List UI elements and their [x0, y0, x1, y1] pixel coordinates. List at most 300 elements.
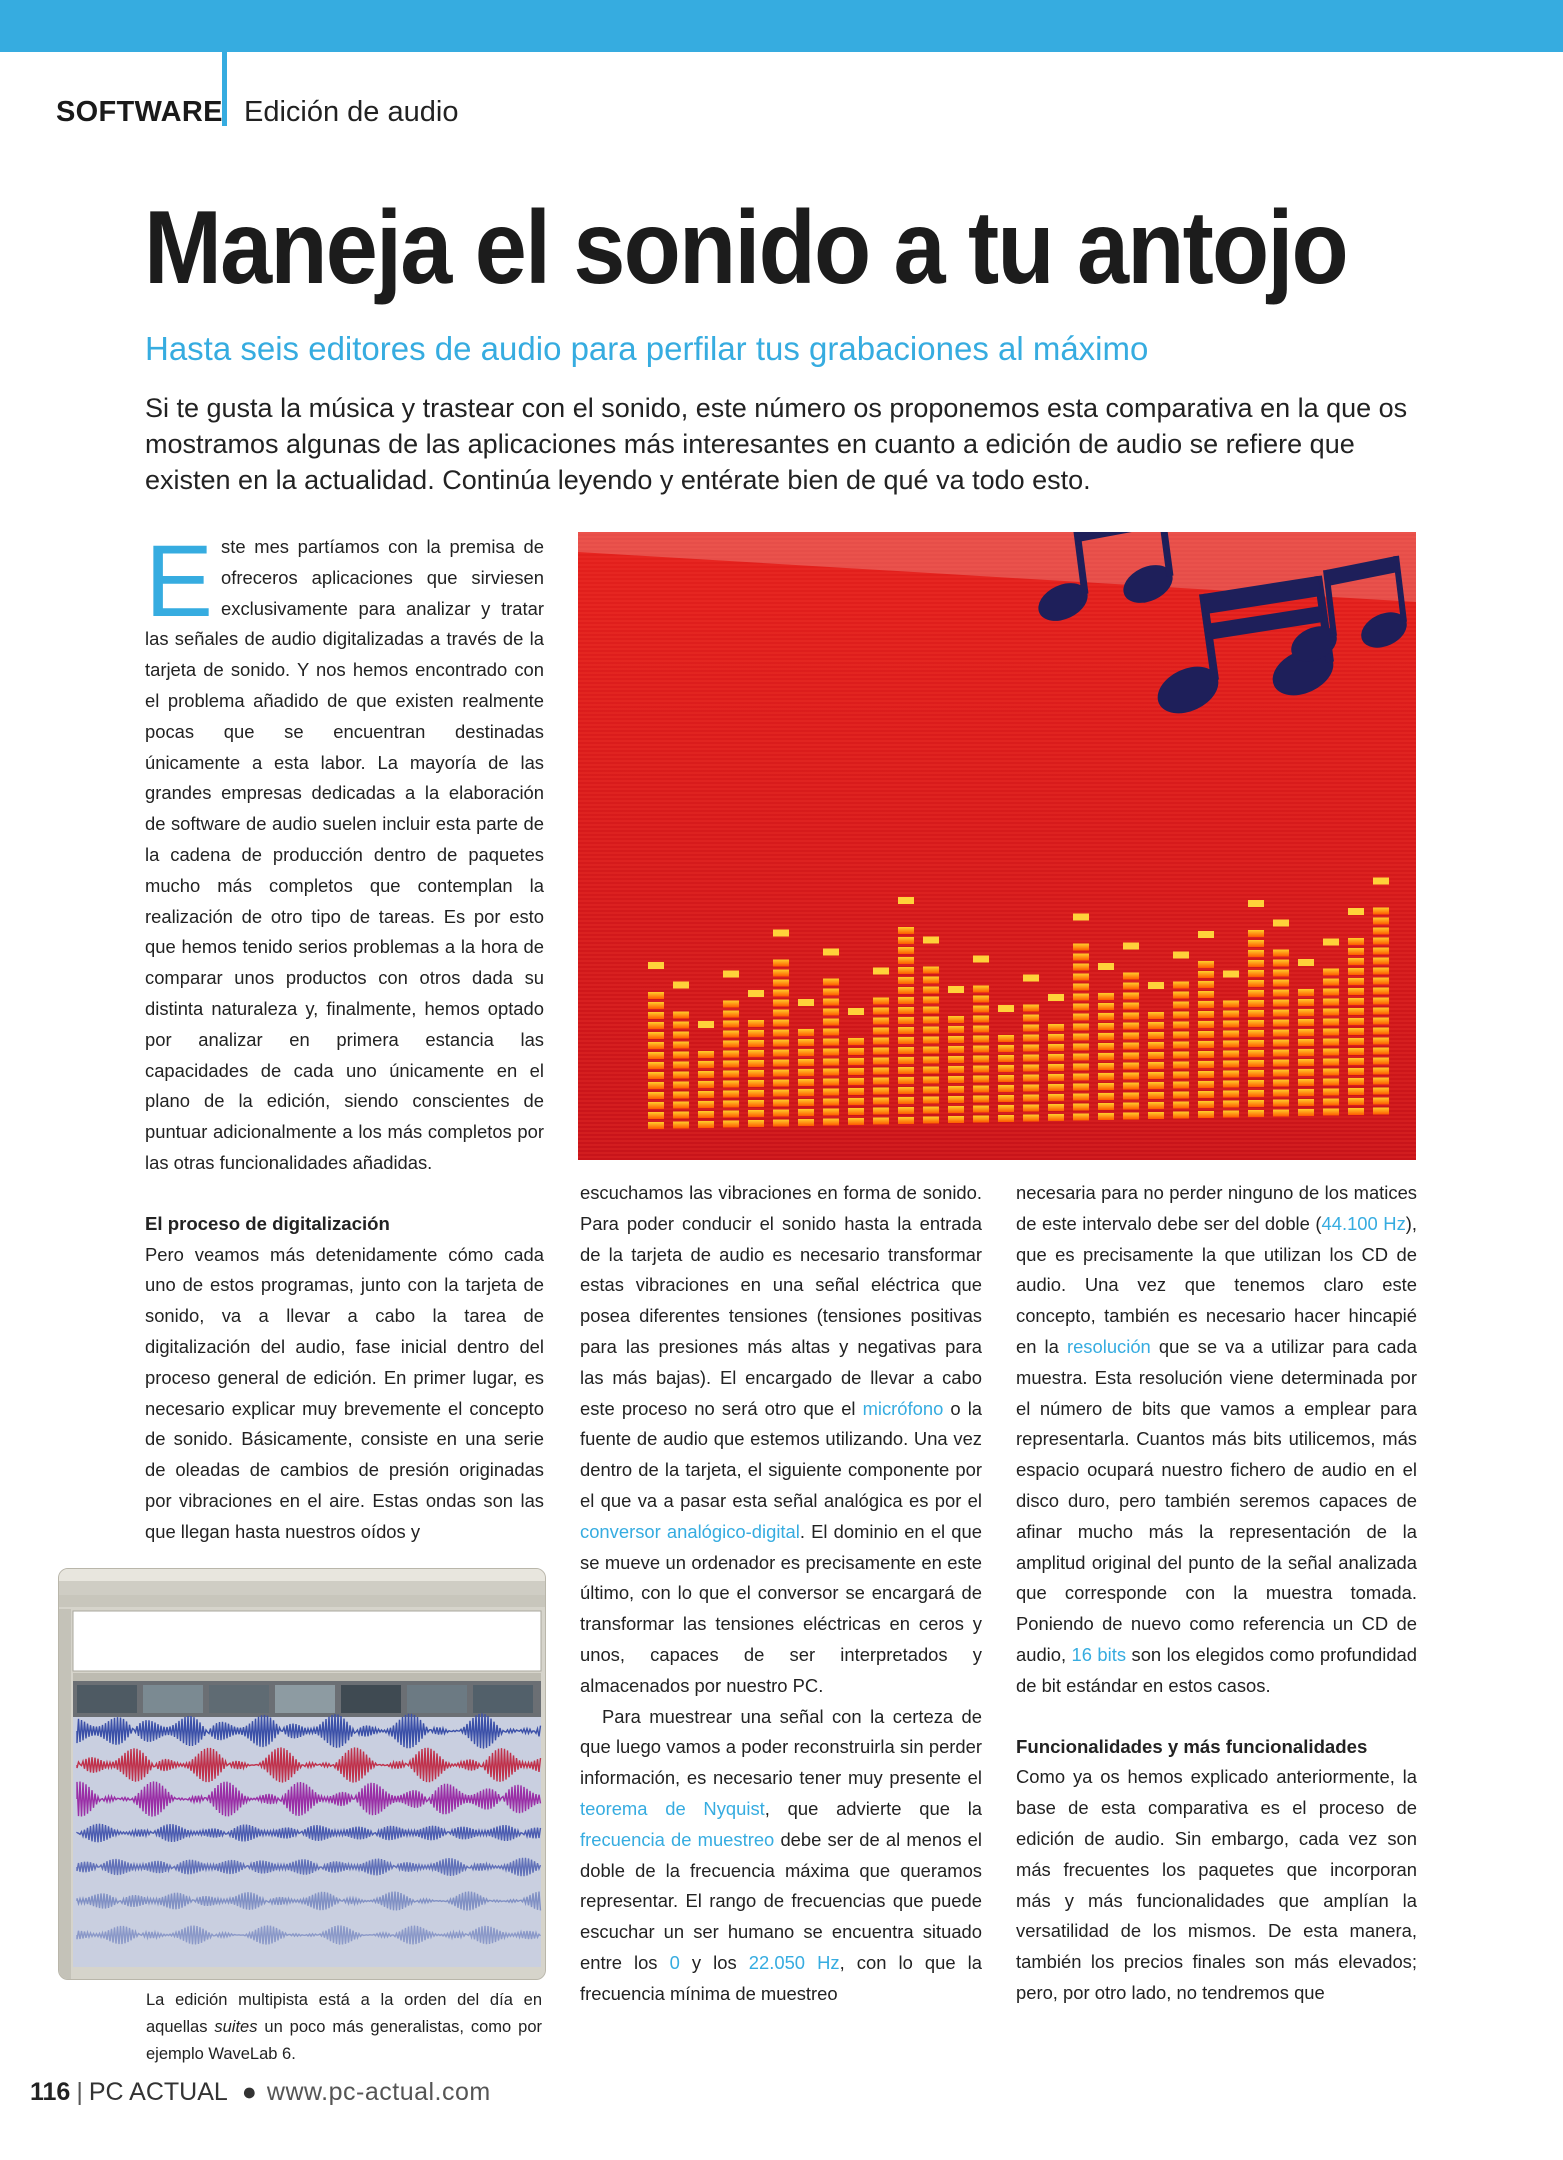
equalizer-segment	[1373, 1098, 1389, 1105]
equalizer-segment	[748, 1090, 764, 1097]
equalizer-segment	[998, 1045, 1014, 1052]
equalizer-segment	[1073, 1064, 1089, 1071]
equalizer-segment	[1323, 1019, 1339, 1026]
equalizer-segment	[1248, 1030, 1264, 1037]
equalizer-segment	[673, 1072, 689, 1079]
equalizer-segment	[1098, 1003, 1114, 1010]
equalizer-segment	[1273, 1080, 1289, 1087]
equalizer-segment	[1323, 979, 1339, 986]
equalizer-segment	[1123, 1113, 1139, 1120]
equalizer-segment	[1198, 1111, 1214, 1118]
equalizer-segment	[998, 1115, 1014, 1122]
equalizer-segment	[973, 1046, 989, 1053]
wavelab-graphic	[59, 1569, 545, 1979]
equalizer-segment	[1198, 1001, 1214, 1008]
equalizer-segment	[1248, 970, 1264, 977]
equalizer-segment	[923, 967, 939, 974]
equalizer-segment	[1148, 1062, 1164, 1069]
equalizer-segment	[973, 1006, 989, 1013]
equalizer-segment	[1073, 1054, 1089, 1061]
equalizer-segment	[823, 1059, 839, 1066]
equalizer-segment	[1373, 1088, 1389, 1095]
equalizer-segment	[673, 1082, 689, 1089]
equalizer-segment	[1273, 1040, 1289, 1047]
equalizer-segment	[748, 1050, 764, 1057]
equalizer-graphic	[578, 532, 1416, 1160]
equalizer-segment	[873, 1118, 889, 1125]
link-resolucion[interactable]: resolución	[1066, 1335, 1151, 1357]
equalizer-peak	[1273, 920, 1289, 927]
equalizer-segment	[973, 1016, 989, 1023]
equalizer-segment	[1273, 1060, 1289, 1067]
section-heading-digitalizacion: El proceso de digitalización	[145, 1212, 390, 1234]
equalizer-segment	[1323, 1109, 1339, 1116]
equalizer-segment	[723, 1071, 739, 1078]
equalizer-segment	[973, 1086, 989, 1093]
equalizer-segment	[873, 1058, 889, 1065]
equalizer-segment	[1248, 1020, 1264, 1027]
equalizer-peak	[823, 949, 839, 956]
equalizer-segment	[1173, 1052, 1189, 1059]
equalizer-segment	[1373, 988, 1389, 995]
equalizer-segment	[1323, 1059, 1339, 1066]
equalizer-segment	[948, 1046, 964, 1053]
equalizer-segment	[1123, 1093, 1139, 1100]
equalizer-segment	[1273, 1050, 1289, 1057]
equalizer-segment	[748, 1110, 764, 1117]
equalizer-segment	[998, 1035, 1014, 1042]
equalizer-segment	[948, 1066, 964, 1073]
equalizer-segment	[698, 1101, 714, 1108]
equalizer-segment	[1148, 1112, 1164, 1119]
equalizer-segment	[973, 1076, 989, 1083]
equalizer-segment	[673, 1092, 689, 1099]
equalizer-segment	[1248, 1080, 1264, 1087]
link-0[interactable]: 0	[669, 1951, 680, 1973]
equalizer-segment	[1173, 1012, 1189, 1019]
equalizer-segment	[1123, 1033, 1139, 1040]
equalizer-segment	[1023, 1005, 1039, 1012]
equalizer-peak	[1173, 952, 1189, 959]
equalizer-segment	[798, 1079, 814, 1086]
equalizer-segment	[848, 1058, 864, 1065]
equalizer-segment	[1098, 1023, 1114, 1030]
equalizer-segment	[1273, 1030, 1289, 1037]
equalizer-segment	[723, 1081, 739, 1088]
equalizer-segment	[873, 1108, 889, 1115]
equalizer-segment	[1123, 1043, 1139, 1050]
equalizer-segment	[1248, 980, 1264, 987]
equalizer-peak	[1223, 971, 1239, 978]
equalizer-segment	[723, 1011, 739, 1018]
equalizer-segment	[1198, 991, 1214, 998]
equalizer-segment	[748, 1120, 764, 1127]
video-frame	[341, 1685, 401, 1713]
equalizer-segment	[1148, 1052, 1164, 1059]
equalizer-segment	[648, 1082, 664, 1089]
equalizer-segment	[1248, 1000, 1264, 1007]
link-microfono[interactable]: micrófono	[862, 1397, 944, 1419]
equalizer-segment	[1123, 1083, 1139, 1090]
equalizer-segment	[1323, 1039, 1339, 1046]
equalizer-peak	[1248, 900, 1264, 907]
page-number: 116	[30, 2078, 71, 2106]
equalizer-segment	[898, 997, 914, 1004]
equalizer-segment	[1073, 954, 1089, 961]
equalizer-segment	[773, 1060, 789, 1067]
equalizer-segment	[898, 987, 914, 994]
equalizer-segment	[1098, 993, 1114, 1000]
equalizer-segment	[898, 1047, 914, 1054]
equalizer-segment	[1073, 1044, 1089, 1051]
equalizer-segment	[823, 1099, 839, 1106]
equalizer-segment	[1223, 1061, 1239, 1068]
equalizer-segment	[1348, 1078, 1364, 1085]
video-track	[77, 1685, 533, 1713]
link-16bits[interactable]: 16 bits	[1071, 1643, 1127, 1665]
equalizer-segment	[1248, 1050, 1264, 1057]
equalizer-segment	[923, 987, 939, 994]
equalizer-segment	[823, 979, 839, 986]
equalizer-segment	[798, 1049, 814, 1056]
equalizer-segment	[898, 957, 914, 964]
equalizer-segment	[1323, 1099, 1339, 1106]
equalizer-segment	[1098, 1053, 1114, 1060]
equalizer-segment	[1323, 999, 1339, 1006]
equalizer-segment	[748, 1100, 764, 1107]
equalizer-segment	[948, 1026, 964, 1033]
equalizer-segment	[1323, 1049, 1339, 1056]
link-22050hz[interactable]: 22.050 Hz	[748, 1951, 840, 1973]
equalizer-segment	[1298, 1079, 1314, 1086]
col3-paragraph-1: necesaria para no perder ninguno de los matices de este intervalo debe ser del doble (44.100 Hz), que es precisamente la que utilizan los CD de audio. Una vez que tenemos claro este concepto, también es necesario hacer hincapié en la resolución que se va a utilizar para cada muestra. Esta resolución viene determinada por el número de bits que vamos a emplear para representarla. Cuantos más bits utilicemos, más espacio ocupará nuestro fichero de audio en el disco duro, pero también seremos capaces de afinar mucho más la representación de la amplitud original del punto de la señal analizada que corresponde con la muestra tomada. Poniendo de nuevo como referencia un CD de audio, 16 bits son los elegidos como profundidad de bit estándar en estos casos.	[1016, 1182, 1417, 1696]
equalizer-segment	[873, 1018, 889, 1025]
equalizer-segment	[698, 1091, 714, 1098]
equalizer-segment	[898, 1027, 914, 1034]
equalizer-peak	[798, 999, 814, 1006]
equalizer-segment	[923, 1027, 939, 1034]
equalizer-segment	[1023, 1075, 1039, 1082]
equalizer-segment	[1048, 1064, 1064, 1071]
video-frame	[473, 1685, 533, 1713]
equalizer-segment	[998, 1055, 1014, 1062]
equalizer-peak	[848, 1008, 864, 1015]
equalizer-segment	[1073, 1034, 1089, 1041]
equalizer-segment	[1073, 944, 1089, 951]
equalizer-segment	[848, 1038, 864, 1045]
equalizer-segment	[1248, 960, 1264, 967]
equalizer-segment	[923, 1007, 939, 1014]
equalizer-segment	[648, 1012, 664, 1019]
equalizer-segment	[1373, 998, 1389, 1005]
equalizer-segment	[1348, 988, 1364, 995]
equalizer-segment	[1373, 1108, 1389, 1115]
equalizer-segment	[1223, 1021, 1239, 1028]
equalizer-segment	[1173, 1112, 1189, 1119]
equalizer-segment	[1073, 1094, 1089, 1101]
equalizer-segment	[1223, 1081, 1239, 1088]
equalizer-segment	[823, 1109, 839, 1116]
equalizer-segment	[648, 1062, 664, 1069]
equalizer-segment	[923, 1037, 939, 1044]
equalizer-segment	[1373, 1048, 1389, 1055]
equalizer-segment	[1323, 969, 1339, 976]
equalizer-segment	[1023, 1025, 1039, 1032]
equalizer-segment	[1048, 1084, 1064, 1091]
equalizer-segment	[1298, 1009, 1314, 1016]
equalizer-segment	[1373, 1028, 1389, 1035]
equalizer-segment	[1198, 1081, 1214, 1088]
magazine-name: PC ACTUAL	[88, 2078, 228, 2106]
equalizer-segment	[898, 967, 914, 974]
equalizer-segment	[1173, 992, 1189, 999]
equalizer-segment	[1273, 960, 1289, 967]
equalizer-segment	[898, 937, 914, 944]
equalizer-segment	[848, 1108, 864, 1115]
equalizer-segment	[773, 970, 789, 977]
equalizer-segment	[1298, 1049, 1314, 1056]
equalizer-segment	[1073, 974, 1089, 981]
video-frame	[275, 1685, 335, 1713]
equalizer-segment	[1373, 978, 1389, 985]
equalizer-segment	[823, 1049, 839, 1056]
equalizer-segment	[1198, 961, 1214, 968]
equalizer-segment	[1048, 1024, 1064, 1031]
equalizer-segment	[773, 1020, 789, 1027]
equalizer-segment	[823, 989, 839, 996]
drop-cap: E	[145, 524, 214, 638]
equalizer-segment	[773, 1040, 789, 1047]
equalizer-segment	[1098, 1083, 1114, 1090]
equalizer-segment	[648, 1002, 664, 1009]
col3-paragraph-2: Como ya os hemos explicado anteriormente, la base de esta comparativa es el proceso de edición de audio. Sin embargo, cada vez son más frecuentes los paquetes que incorporan más y más funcionalidades que amplían la versatilidad de los mismos. De esta manera, también los precios finales son más elevados; pero, por otro lado, no tendremos que	[1016, 1766, 1417, 2003]
equalizer-segment	[798, 1109, 814, 1116]
equalizer-segment	[923, 1057, 939, 1064]
equalizer-segment	[1323, 1089, 1339, 1096]
video-frame	[143, 1685, 203, 1713]
bullet-icon: ●	[241, 2078, 257, 2106]
equalizer-segment	[798, 1029, 814, 1036]
equalizer-segment	[1248, 1110, 1264, 1117]
equalizer-segment	[1048, 1044, 1064, 1051]
equalizer-segment	[1248, 1090, 1264, 1097]
equalizer-peak	[1198, 931, 1214, 938]
equalizer-segment	[723, 1051, 739, 1058]
equalizer-segment	[1073, 1114, 1089, 1121]
section-label: SOFTWARE	[56, 96, 223, 128]
equalizer-segment	[1198, 971, 1214, 978]
equalizer-segment	[1073, 964, 1089, 971]
equalizer-segment	[873, 1098, 889, 1105]
equalizer-segment	[1273, 980, 1289, 987]
link-conversor[interactable]: conversor analógico-digital	[580, 1520, 800, 1542]
equalizer-segment	[673, 1102, 689, 1109]
equalizer-segment	[823, 1039, 839, 1046]
equalizer-segment	[773, 1050, 789, 1057]
equalizer-segment	[923, 1047, 939, 1054]
equalizer-segment	[1023, 1055, 1039, 1062]
equalizer-segment	[1073, 1074, 1089, 1081]
equalizer-peak	[873, 968, 889, 975]
equalizer-segment	[673, 1022, 689, 1029]
equalizer-segment	[773, 1100, 789, 1107]
equalizer-peak	[748, 990, 764, 997]
equalizer-segment	[1273, 970, 1289, 977]
equalizer-peak	[723, 971, 739, 978]
equalizer-segment	[898, 1037, 914, 1044]
equalizer-segment	[923, 1107, 939, 1114]
equalizer-segment	[898, 927, 914, 934]
equalizer-peak	[898, 897, 914, 904]
equalizer-segment	[773, 1030, 789, 1037]
equalizer-segment	[1298, 1099, 1314, 1106]
equalizer-segment	[848, 1088, 864, 1095]
equalizer-segment	[698, 1081, 714, 1088]
equalizer-segment	[1373, 1018, 1389, 1025]
equalizer-segment	[1348, 1018, 1364, 1025]
equalizer-segment	[1023, 1035, 1039, 1042]
equalizer-segment	[673, 1012, 689, 1019]
equalizer-segment	[648, 1052, 664, 1059]
equalizer-peak	[923, 937, 939, 944]
equalizer-segment	[873, 1048, 889, 1055]
equalizer-segment	[723, 1061, 739, 1068]
equalizer-segment	[773, 1120, 789, 1127]
equalizer-segment	[923, 1067, 939, 1074]
equalizer-segment	[773, 1090, 789, 1097]
equalizer-segment	[923, 1097, 939, 1104]
equalizer-segment	[823, 999, 839, 1006]
equalizer-segment	[1323, 1009, 1339, 1016]
equalizer-segment	[773, 1070, 789, 1077]
equalizer-segment	[898, 977, 914, 984]
equalizer-segment	[1148, 1012, 1164, 1019]
equalizer-segment	[1298, 1019, 1314, 1026]
equalizer-segment	[1048, 1054, 1064, 1061]
equalizer-illustration	[578, 532, 1416, 1160]
equalizer-segment	[673, 1052, 689, 1059]
equalizer-segment	[798, 1089, 814, 1096]
equalizer-segment	[1348, 968, 1364, 975]
equalizer-segment	[798, 1099, 814, 1106]
equalizer-segment	[873, 1028, 889, 1035]
equalizer-segment	[1023, 1105, 1039, 1112]
equalizer-segment	[973, 1096, 989, 1103]
equalizer-segment	[1173, 1022, 1189, 1029]
equalizer-segment	[948, 1096, 964, 1103]
equalizer-segment	[923, 1017, 939, 1024]
equalizer-segment	[1073, 1024, 1089, 1031]
equalizer-segment	[648, 1102, 664, 1109]
equalizer-peak	[1148, 982, 1164, 989]
equalizer-segment	[1098, 1013, 1114, 1020]
equalizer-segment	[648, 1042, 664, 1049]
equalizer-segment	[973, 1116, 989, 1123]
equalizer-segment	[1348, 1088, 1364, 1095]
equalizer-peak	[973, 956, 989, 963]
equalizer-segment	[723, 1021, 739, 1028]
equalizer-segment	[698, 1111, 714, 1118]
equalizer-segment	[1073, 1104, 1089, 1111]
equalizer-segment	[898, 1007, 914, 1014]
equalizer-segment	[898, 1067, 914, 1074]
equalizer-segment	[1298, 1039, 1314, 1046]
equalizer-segment	[1123, 1063, 1139, 1070]
page-footer: 116 | PC ACTUAL ● www.pc-actual.com	[30, 2078, 491, 2106]
col2-paragraph-2: Para muestrear una señal con la certeza de que luego vamos a poder reconstruirla sin perder información, es necesario tener muy presente el teorema de Nyquist, que advierte que la frecuencia de muestreo debe ser de al menos el doble de la frecuencia máxima que queramos representar. El rango de frecuencias que puede escuchar un ser humano se encuentra situado entre los 0 y los 22.050 Hz, con lo que la frecuencia mínima de muestreo	[580, 1705, 983, 2004]
equalizer-segment	[998, 1105, 1014, 1112]
equalizer-segment	[1348, 1048, 1364, 1055]
equalizer-segment	[973, 986, 989, 993]
equalizer-segment	[1373, 968, 1389, 975]
equalizer-segment	[1023, 1115, 1039, 1122]
equalizer-peak	[1123, 943, 1139, 950]
equalizer-segment	[1273, 1090, 1289, 1097]
equalizer-segment	[1273, 990, 1289, 997]
equalizer-segment	[823, 1009, 839, 1016]
equalizer-segment	[823, 1079, 839, 1086]
equalizer-peak	[1323, 939, 1339, 946]
equalizer-segment	[1348, 1058, 1364, 1065]
wavelab-screenshot	[58, 1568, 546, 1980]
video-frame	[77, 1685, 137, 1713]
equalizer-segment	[1348, 1028, 1364, 1035]
equalizer-segment	[773, 960, 789, 967]
equalizer-segment	[648, 992, 664, 999]
equalizer-segment	[1048, 1104, 1064, 1111]
equalizer-segment	[698, 1051, 714, 1058]
equalizer-segment	[1348, 1068, 1364, 1075]
equalizer-segment	[1123, 1003, 1139, 1010]
equalizer-segment	[1373, 938, 1389, 945]
article-lead: Si te gusta la música y trastear con el sonido, este número os proponemos esta comparativa en la que os mostramos algunas de las aplicaciones más interesantes en cuanto a edición de audio se refiere que existen en la actualidad. Continúa leyendo y entérate bien de qué va todo esto.	[145, 393, 1408, 495]
equalizer-segment	[1298, 1059, 1314, 1066]
equalizer-segment	[1073, 1084, 1089, 1091]
equalizer-segment	[973, 1026, 989, 1033]
video-frame	[209, 1685, 269, 1713]
equalizer-segment	[1323, 989, 1339, 996]
equalizer-segment	[873, 998, 889, 1005]
link-nyquist[interactable]: teorema de Nyquist	[580, 1797, 765, 1819]
equalizer-segment	[873, 1078, 889, 1085]
equalizer-segment	[1373, 1078, 1389, 1085]
top-color-bar	[0, 0, 1563, 52]
equalizer-segment	[898, 1097, 914, 1104]
equalizer-segment	[1373, 958, 1389, 965]
equalizer-segment	[1173, 1032, 1189, 1039]
footer-url[interactable]: www.pc-actual.com	[266, 2078, 491, 2106]
equalizer-segment	[1248, 930, 1264, 937]
equalizer-segment	[798, 1039, 814, 1046]
equalizer-segment	[1098, 1103, 1114, 1110]
equalizer-segment	[723, 1031, 739, 1038]
link-frecuencia-muestreo[interactable]: frecuencia de muestreo	[580, 1828, 775, 1850]
link-44100hz[interactable]: 44.100 Hz	[1321, 1212, 1406, 1234]
equalizer-segment	[948, 1016, 964, 1023]
equalizer-segment	[1148, 1032, 1164, 1039]
equalizer-segment	[973, 1066, 989, 1073]
equalizer-segment	[973, 1106, 989, 1113]
equalizer-segment	[1123, 1013, 1139, 1020]
equalizer-segment	[923, 1077, 939, 1084]
equalizer-segment	[748, 1040, 764, 1047]
equalizer-segment	[1273, 1010, 1289, 1017]
equalizer-segment	[1373, 918, 1389, 925]
equalizer-segment	[1198, 1071, 1214, 1078]
equalizer-segment	[1023, 1095, 1039, 1102]
equalizer-segment	[1123, 1103, 1139, 1110]
equalizer-segment	[1173, 1072, 1189, 1079]
